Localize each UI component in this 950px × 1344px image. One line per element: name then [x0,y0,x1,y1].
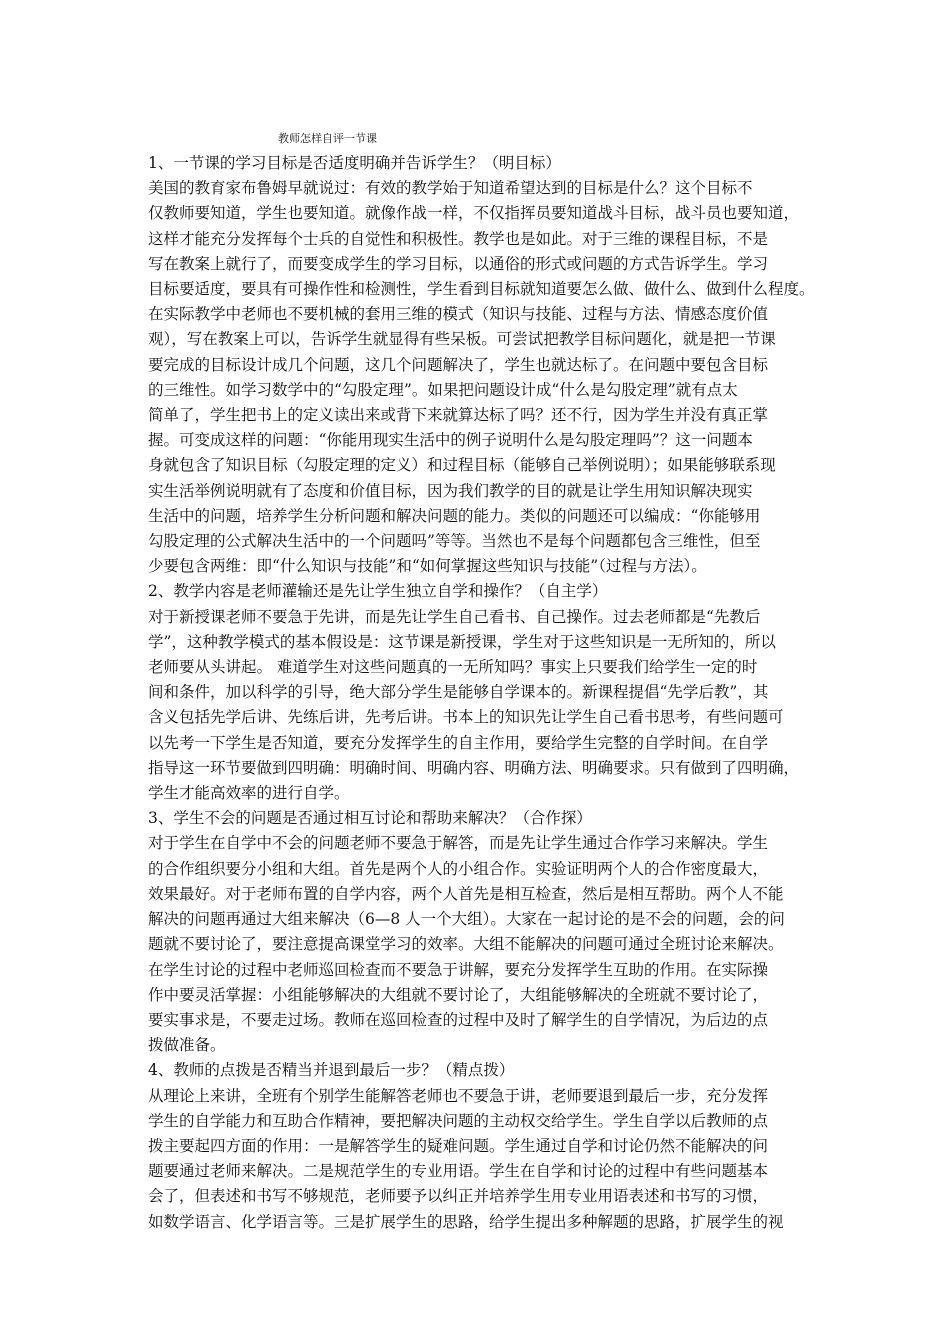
document-title: 教师怎样自评一节课 [278,132,377,145]
text-line: 效果最好。对于老师布置的自学内容，两个人首先是相互检查，然后是相互帮助。两个人不能 [148,884,784,903]
text-line: 在学生讨论的过程中老师巡回检查而不要急于讲解，要充分发挥学生互助的作用。在实际操 [148,960,769,979]
text-line: 简单了，学生把书上的定义读出来或背下来就算达标了吗？还不行，因为学生并没有真正掌 [148,406,769,425]
text-line: 握。可变成这样的问题：“你能用现实生活中的例子说明什么是勾股定理吗”？这一问题本 [148,431,753,450]
text-line: 题要通过老师来解决。二是规范学生的专业用语。学生在自学和讨论的过程中有些问题基本 [148,1162,769,1181]
text-line: 作中要灵活掌握：小组能够解决的大组就不要讨论了，大组能够解决的全班就不要讨论了， [148,985,769,1004]
text-line: 题就不要讨论了，要注意提高课堂学习的效率。大组不能解决的问题可通过全班讨论来解决。 [148,935,784,954]
text-line: 在实际教学中老师也不要机械的套用三维的模式（知识与技能、过程与方法、情感态度价值 [148,305,769,324]
text-line: 学生才能高效率的进行自学。 [148,784,350,803]
text-line: 以先考一下学生是否知道，要充分发挥学生的自主作用，要给学生完整的自学时间。在自学 [148,733,769,752]
text-line: 的合作组织要分小组和大组。首先是两个人的小组合作。实验证明两个人的合作密度最大， [148,859,769,878]
text-line: 从理论上来讲，全班有个别学生能解答老师也不要急于讲，老师要退到最后一步，充分发挥 [148,1086,769,1105]
text-line: 老师要从头讲起。 难道学生对这些问题真的一无所知吗？事实上只要我们给学生一定的时 [148,658,758,677]
text-line: 这样才能充分发挥每个士兵的自觉性和积极性。教学也是如此。对于三维的课程目标，不是 [148,229,769,248]
text-line: 观），写在教案上可以，告诉学生就显得有些呆板。可尝试把教学目标问题化，就是把一节课 [148,330,776,349]
text-line: 美国的教育家布鲁姆早就说过：有效的教学始于知道希望达到的目标是什么？这个目标不 [148,179,753,198]
text-line: 含义包括先学后讲、先练后讲，先考后讲。书本上的知识先让学生自己看书思考，有些问题可 [148,708,784,727]
text-line: 解决的问题再通过大组来解决（6—8 人一个大组）。大家在一起讨论的是不会的问题，会的问 [148,910,785,929]
text-line: 身就包含了知识目标（勾股定理的定义）和过程目标（能够自己举例说明）；如果能够联系现 [148,456,776,475]
text-line: 1、一节课的学习目标是否适度明确并告诉学生？（明目标） [148,154,561,172]
text-line: 4、教师的点拨是否精当并退到最后一步？（精点拨） [148,1061,515,1080]
text-line: 对于学生在自学中不会的问题老师不要急于解答，而是先让学生通过合作学习来解决。学生 [148,834,769,853]
text-line: 写在教案上就行了，而要变成学生的学习目标，以通俗的形式或问题的方式告诉学生。学习 [148,254,769,273]
text-line: 目标要适度，要具有可操作性和检测性，学生看到目标就知道要怎么做、做什么、做到什么程度。 [148,280,815,299]
text-line: 2、教学内容是老师灌输还是先让学生独立自学和操作？（自主学） [148,582,608,601]
text-line: 仅教师要知道，学生也要知道。就像作战一样，不仅指挥员要知道战斗目标，战斗员也要知道， [148,204,800,223]
text-line: 如数学语言、化学语言等。三是扩展学生的思路，给学生提出多种解题的思路，扩展学生的视 [148,1212,784,1231]
text-line: 少要包含两维：即“什么知识与技能”和“如何掌握这些知识与技能”（过程与方法）。 [148,557,707,576]
text-line: 的三维性。如学习数学中的“勾股定理”。如果把问题设计成“什么是勾股定理”就有点太 [148,380,738,399]
text-line: 勾股定理的公式解决生活中的一个问题吗”等等。当然也不是每个问题都包含三维性，但至 [148,532,761,551]
text-line: 生活中的问题，培养学生分析问题和解决问题的能力。类似的问题还可以编成：“你能够用 [148,506,761,525]
text-line: 学生的自学能力和互助合作精神，要把解决问题的主动权交给学生。学生自学以后教师的点 [148,1111,769,1130]
text-line: 3、学生不会的问题是否通过相互讨论和帮助来解决？（合作探） [148,809,592,828]
text-line: 对于新授课老师不要急于先讲，而是先让学生自己看书、自己操作。过去老师都是“先教后 [148,607,761,626]
document-body [148,151,820,1235]
text-line: 实生活举例说明就有了态度和价值目标，因为我们教学的目的就是让学生用知识解决现实 [148,481,753,500]
text-line: 会了，但表述和书写不够规范，老师要予以纠正并培养学生用专业用语表述和书写的习惯， [148,1187,769,1206]
text-line: 拨主要起四方面的作用：一是解答学生的疑难问题。学生通过自学和讨论仍然不能解决的问 [148,1136,769,1155]
text-line: 间和条件，加以科学的引导，绝大部分学生是能够自学课本的。新课程提倡“先学后教”，其 [148,683,769,702]
text-line: 学”，这种教学模式的基本假设是：这节课是新授课，学生对于这些知识是一无所知的，所以 [148,632,776,651]
text-line: 要实事求是，不要走过场。教师在巡回检查的过程中及时了解学生的自学情况，为后边的点 [148,1010,769,1029]
document-page [148,126,820,1235]
text-line: 指导这一环节要做到四明确：明确时间、明确内容、明确方法、明确要求。只有做到了四明确， [148,758,800,777]
text-line: 要完成的目标设计成几个问题，这几个问题解决了，学生也就达标了。在问题中要包含目标 [148,355,769,374]
text-line: 拨做准备。 [148,1036,226,1055]
